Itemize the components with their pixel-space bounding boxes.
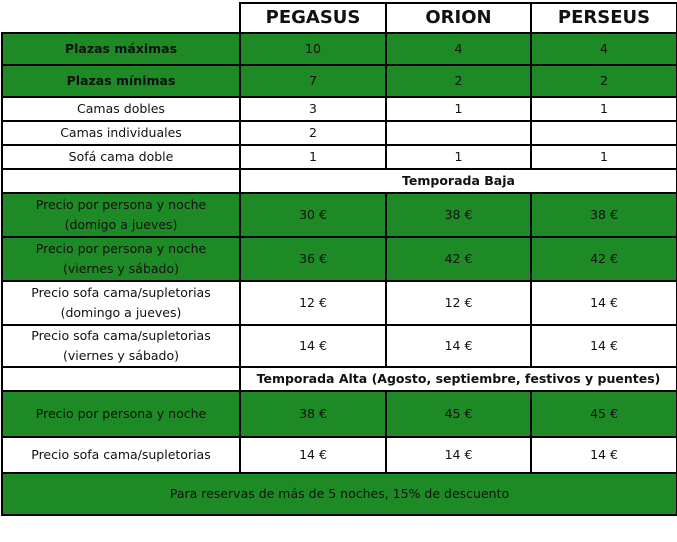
cell-value: 1 (531, 97, 677, 121)
cell-value: 4 (386, 33, 531, 65)
cell-value: 2 (531, 65, 677, 97)
row-label-camas-individuales: Camas individuales (2, 121, 240, 145)
section-spacer (2, 367, 240, 391)
section-row-low (2, 169, 677, 193)
table-row (2, 121, 677, 145)
row-label-sofa-high: Precio sofa cama/supletorias (2, 437, 240, 473)
row-label-plazas-minimas: Plazas mínimas (2, 65, 240, 97)
cell-value: 45 € (386, 391, 531, 437)
cell-value: 12 € (240, 281, 386, 325)
cell-value: 1 (531, 145, 677, 169)
cell-value: 12 € (386, 281, 531, 325)
table-row (2, 97, 677, 121)
cell-value: 14 € (531, 437, 677, 473)
corner-cell (2, 3, 240, 33)
section-title-low-season: Temporada Baja (240, 169, 677, 193)
cell-value (386, 121, 531, 145)
cell-value (531, 121, 677, 145)
row-label-camas-dobles: Camas dobles (2, 97, 240, 121)
cell-value: 14 € (386, 437, 531, 473)
cell-value: 10 (240, 33, 386, 65)
row-label-price-high: Precio por persona y noche (2, 391, 240, 437)
label-line: Precio por persona y noche (35, 241, 207, 256)
label-line: Precio por persona y noche (35, 197, 207, 212)
cell-value: 1 (386, 97, 531, 121)
table-row (2, 145, 677, 169)
cell-value: 2 (386, 65, 531, 97)
table-row (2, 65, 677, 97)
table-row (2, 237, 677, 281)
cell-value: 14 € (240, 325, 386, 367)
cell-value: 14 € (386, 325, 531, 367)
row-label-sofa-weekend (2, 325, 240, 367)
footer-row (2, 473, 677, 515)
cell-value: 38 € (386, 193, 531, 237)
table-row (2, 281, 677, 325)
row-label-plazas-maximas: Plazas máximas (2, 33, 240, 65)
section-row-high (2, 367, 677, 391)
section-spacer (2, 169, 240, 193)
cell-value: 36 € (240, 237, 386, 281)
row-label-price-weekend (2, 237, 240, 281)
cell-value: 3 (240, 97, 386, 121)
label-line: Precio sofa cama/supletorias (31, 328, 211, 343)
column-header-perseus: PERSEUS (531, 3, 677, 33)
cell-value: 4 (531, 33, 677, 65)
table-row (2, 33, 677, 65)
section-title-high-season: Temporada Alta (Agosto, septiembre, festivos y puentes) (240, 367, 677, 391)
column-header-orion: ORION (386, 3, 531, 33)
table-row (2, 391, 677, 437)
table-row (2, 193, 677, 237)
cell-value: 2 (240, 121, 386, 145)
row-label-price-weekday (2, 193, 240, 237)
row-label-sofa-weekday (2, 281, 240, 325)
label-line: Precio sofa cama/supletorias (31, 285, 211, 300)
cell-value: 14 € (240, 437, 386, 473)
column-header-pegasus: PEGASUS (240, 3, 386, 33)
cell-value: 1 (386, 145, 531, 169)
cell-value: 7 (240, 65, 386, 97)
label-line: (domigo a jueves) (64, 217, 178, 232)
table-row (2, 325, 677, 367)
cell-value: 38 € (240, 391, 386, 437)
table-row (2, 437, 677, 473)
cell-value: 42 € (531, 237, 677, 281)
cell-value: 30 € (240, 193, 386, 237)
discount-note: Para reservas de más de 5 noches, 15% de descuento (2, 473, 677, 515)
pricing-table (1, 2, 677, 516)
header-row (2, 3, 677, 33)
cell-value: 42 € (386, 237, 531, 281)
label-line: (viernes y sábado) (62, 261, 180, 276)
label-line: (viernes y sábado) (62, 348, 180, 363)
cell-value: 1 (240, 145, 386, 169)
cell-value: 14 € (531, 281, 677, 325)
row-label-sofa-cama-doble: Sofá cama doble (2, 145, 240, 169)
cell-value: 14 € (531, 325, 677, 367)
cell-value: 45 € (531, 391, 677, 437)
cell-value: 38 € (531, 193, 677, 237)
label-line: (domingo a jueves) (60, 305, 182, 320)
